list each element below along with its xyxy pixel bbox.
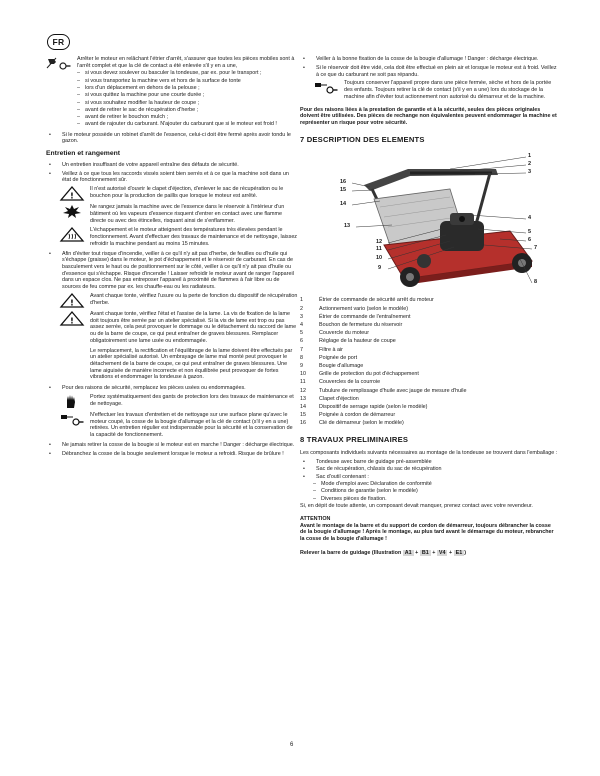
prelim-bullet: • Tondeuse avec barre de guidage pré-assemblée — [303, 458, 432, 465]
attention-text: Avant le montage de la barre et du support de cordon de démarreur, toujours débrancher la cosse de la bougie d'allumage ! Après le montage, au plus tard avant le démarrage du moteur, rebrancher la cosse de la bougie d'allumage ! — [300, 522, 554, 543]
warn-flap-text: Il n'est autorisé d'ouvrir le clapet d'éjection, d'enlever le sac de récupération ou le bouchon pour la production de paillis que lorsque le moteur est arrêté. — [90, 186, 284, 200]
callout-5: 5 — [528, 229, 532, 236]
warn-check-blade-block — [46, 311, 298, 345]
bullet-fuel-tap: • Si le moteur possède un robinet d'arrêt de l'essence, celui-ci doit être fermé après avoir tondu le gazon. — [49, 131, 291, 145]
page-number: 6 — [290, 742, 294, 748]
dash-item: – si vous devez soulever ou basculer la tondeuse, par ex. pour le transport ; — [77, 70, 262, 77]
warn-surface-block — [46, 412, 298, 439]
dash-item: – lors d'un déplacement en dehors de la pelouse ; — [77, 85, 200, 91]
mower-diagram — [300, 149, 558, 291]
list-item: 8 Poignée de port — [300, 354, 358, 361]
fire-explosion-icon — [59, 204, 85, 219]
list-item: 12 Tubulure de remplissage d'huile avec jauge de mesure d'huile — [300, 387, 467, 394]
svg-text:!: ! — [70, 191, 74, 201]
stop-engine-block — [46, 56, 298, 129]
list-item: 7 Filtre à air — [300, 346, 343, 353]
prelim-dash: – Mode d'emploi avec Déclaration de conformité — [313, 481, 432, 488]
list-item: 3 Étrier de commande de l'entraînement — [300, 313, 411, 320]
svg-text:!: ! — [70, 298, 74, 308]
original-parts-notice: Pour des raisons liées à la prestation de garantie et à la sécurité, seules des pièces originales doivent être utilisées. Des pièces de rechange non équivalentes peuvent endommager la machine et représenter un risque pour votre sécurité. — [300, 106, 557, 126]
spark-plug-key-icon — [313, 80, 339, 95]
list-item: 2 Actionnement vario (selon le modèle) — [300, 305, 408, 312]
bullet-maintenance-1: • Un entretien insuffisant de votre appareil entraîne des défauts de sécurité. — [49, 161, 239, 168]
warn-clean-block — [300, 80, 558, 100]
hot-surface-icon — [59, 227, 85, 242]
warn-gloves-text: Portez systématiquement des gants de protection lors des travaux de maintenance et de nettoyage. — [90, 393, 294, 407]
callout-7: 7 — [534, 245, 538, 252]
warn-flap-block — [46, 186, 298, 201]
svg-text:!: ! — [70, 316, 74, 326]
illustration-tag-a1: A1 — [404, 549, 412, 556]
bullet-r1: • Veiller à la bonne fixation de la cosse de la bougie d'allumage ! Danger : décharge électrique. — [303, 56, 539, 62]
callout-3: 3 — [528, 169, 532, 176]
list-item: 5 Couvercle du moteur — [300, 330, 370, 337]
left-column — [46, 56, 298, 460]
callout-10: 10 — [376, 255, 383, 262]
warn-fire-block — [46, 204, 298, 224]
bullet-spark-2: • Débranchez la cosse de la bougie seulement lorsque le moteur a refroidi. Risque de brûlure ! — [49, 450, 284, 457]
dash-item: – si vous transportez la machine vers et hors de la surface de tonte — [77, 77, 241, 84]
illustration-tag-e1: E1 — [455, 549, 463, 556]
list-item: 6 Réglage de la hauteur de coupe — [300, 338, 396, 345]
dash-item: – avant de rajouter du carburant. N'ajouter du carburant que si le moteur est froid ! — [77, 121, 277, 128]
warning-triangle-icon — [59, 186, 85, 201]
mower-illustration — [300, 149, 558, 291]
spark-plug-key-icon — [59, 412, 85, 427]
language-badge: FR — [47, 34, 70, 50]
callout-2: 2 — [528, 161, 532, 168]
bullet-replace-parts: • Pour des raisons de sécurité, remplacez les pièces usées ou endommagées. — [49, 385, 246, 392]
callout-6: 6 — [528, 237, 532, 244]
warn-check-flap-text: Avant chaque tonte, vérifiez l'usure ou la perte de fonction du dispositif de récupération d'herbe. — [90, 293, 298, 306]
list-item: 9 Bougie d'allumage — [300, 363, 364, 370]
hand-key-warning-icon — [46, 56, 72, 71]
callout-11: 11 — [376, 246, 382, 253]
warn-check-flap-block — [46, 293, 298, 308]
list-item: 10 Grille de protection du pot d'échappement — [300, 371, 419, 378]
callout-15: 15 — [340, 187, 347, 194]
prelim-bullet: • Sac d'outil contenant : — [303, 473, 369, 480]
list-item: 16 Clé de démarreur (selon le modèle) — [300, 420, 404, 427]
list-item: 14 Dispositif de serrage rapide (selon le modèle) — [300, 404, 428, 411]
callout-12: 12 — [376, 239, 383, 246]
illustration-tag-v4: V4 — [438, 549, 446, 556]
callout-8: 8 — [534, 279, 538, 286]
list-item: 1 Étrier de commande de sécurité arrêt du moteur — [300, 297, 434, 304]
callout-1: 1 — [528, 153, 532, 160]
prelim-bullet: • Sac de récupération, châssis du sac de récupération — [303, 466, 442, 473]
dash-item: – si vous quittez la machine pour une courte durée ; — [77, 92, 205, 99]
callout-14: 14 — [340, 201, 347, 208]
callout-9: 9 — [378, 265, 382, 272]
warn-surface-text: N'effectuer les travaux d'entretien et de nettoyage sur une surface plane qu'avec le moteur coupé, la cosse de la bougie d'allumage et la clé de contact (s'il y en a une) retirées. Un entretien régulier est indispensable pour la sécurité et la conservation de la capacité de fonctionnement. — [90, 411, 293, 439]
raise-handle-line: Relever la barre de guidage (Illustration A1 + B1 + V4 + E1 ) — [300, 549, 467, 556]
elements-list — [300, 297, 558, 427]
list-item: 13 Clapet d'éjection — [300, 395, 359, 402]
bullet-spark-1: • Ne jamais retirer la cosse de la bougie si le moteur est en marche ! Danger : décharge électrique. — [49, 441, 295, 448]
warn-gloves-block — [46, 394, 298, 409]
bullet-fire-risk: • Afin d'éviter tout risque d'incendie, veiller à ce qu'il n'y ait pas d'herbe, de feuilles ou d'huile qui s'échappe (graisse) dans le moteur, le pot d'échappement et le réservoir de carburant. En cas de basculement vers le haut ou de positionnement sur le côté, veiller à ce qu'il n'y ait pas d'huile ou d'essence qui s'échappe. Risque d'incendie ! Laisser refroidir le moteur avant de ranger l'appareil dans un espace clos. Ne pas entreposer l'appareil à proximité de flammes à l'air libre ou de sources de feu comme par ex. les chauffe-eau ou les radiateurs. — [49, 250, 294, 291]
warning-triangle-icon — [59, 311, 85, 326]
callout-4: 4 — [528, 215, 532, 222]
illustration-tag-b1: B1 — [421, 549, 429, 556]
stop-engine-text: Arrêter le moteur en relâchant l'étrier d'arrêt, s'assurer que toutes les pièces mobiles sont à l'arrêt complet et que la clé de contact a été enlevée s'il y en a une, — [77, 56, 295, 69]
dash-item: – si vous souhaitez modifier la hauteur de coupe ; — [77, 99, 200, 106]
heading-section-7: 7 DESCRIPTION DES ELEMENTS — [300, 134, 425, 144]
prelim-dash: – Conditions de garantie (selon le modèle) — [313, 488, 418, 495]
right-column — [300, 56, 558, 557]
prelim-missing: Si, en dépit de toute attente, un composant devait manquer, prenez contact avec votre revendeur. — [300, 503, 533, 510]
list-item: 4 Bouchon de fermeture du réservoir — [300, 322, 403, 329]
warn-fire-text: Ne rangez jamais la machine avec de l'essence dans le réservoir à l'intérieur d'un bâtiment où les vapeurs d'essence risquent d'entrer en contact avec une flamme directe ou avec des étincelles, risquant ainsi de s'enflammer. — [90, 204, 285, 224]
warn-check-blade-text: Avant chaque tonte, vérifiez l'état et l'assise de la lame. La vis de fixation de la lame doit toujours être serrée par un atelier spécialisé. Si la vis de lame est trop ou pas assez serrée, cela peut provoquer le dommage ou le détachement du raccord de lame ou de la barre de coupe, ce qui peut entraîner de graves blessures. Remplacer obligatoirement une lame usée ou endommagée. — [90, 311, 297, 344]
gloves-icon — [59, 394, 85, 409]
callout-16: 16 — [340, 179, 347, 186]
dash-item: – avant de retirer le sac de récupération d'herbe ; — [77, 106, 199, 113]
bullet-r2: • Si le réservoir doit être vidé, cela doit être effectué en plein air et lorsque le moteur est à froid. Veillez à ce que du carburant ne soit pas répandu. — [303, 64, 557, 78]
blade-note-text: Le remplacement, la rectification et l'équilibrage de la lame doivent être effectués par un atelier spécialisé autorisé. Un embrayage de lame mal monté peut provoquer le détachement de la barre de coupe, ce qui peut entraîner de graves blessures. Une lame aiguisée de manière incorrecte et non équilibrée peut provoquer de fortes vibrations et endommager la tondeuse à gazon. — [90, 347, 293, 381]
attention-title: ATTENTION — [300, 516, 331, 523]
warn-clean-text: Toujours conserver l'appareil propre dans une pièce fermée, sèche et hors de la portée des enfants. Toujours retirer la clé de contact (s'il y en a une) lors du stockage de la machine afin d'éviter tout actionnement non autorisé du démarreur et de la machine. — [344, 80, 552, 100]
list-item: 15 Poignée à cordon de démarreur — [300, 412, 396, 419]
heading-section-8: 8 TRAVAUX PRELIMINAIRES — [300, 435, 409, 445]
bullet-maintenance-2: • Veillez à ce que tous les raccords vissés soient bien serrés et à ce que la machine soit dans un état de fonctionnement sûr. — [49, 170, 289, 184]
warn-hot-text: L'échappement et le moteur atteignent des températures très élevées pendant le fonctionnement. Avant d'effectuer des travaux de maintenance et de nettoyage, laissez refroidir la machine pendant au moins 15 minutes. — [90, 227, 298, 247]
warning-triangle-icon — [59, 293, 85, 308]
prelim-intro: Les composants individuels suivants nécessaires au montage de la tondeuse se trouvent dans l'emballage : — [300, 449, 558, 456]
dash-item: – avant de retirer le bouchon mulch ; — [77, 114, 169, 121]
prelim-dash: – Diverses pièces de fixation. — [313, 495, 387, 502]
warn-hot-block — [46, 227, 298, 247]
callout-13: 13 — [344, 223, 351, 230]
heading-maintenance: Entretien et rangement — [46, 150, 121, 158]
list-item: 11 Couvercles de la courroie — [300, 379, 381, 386]
